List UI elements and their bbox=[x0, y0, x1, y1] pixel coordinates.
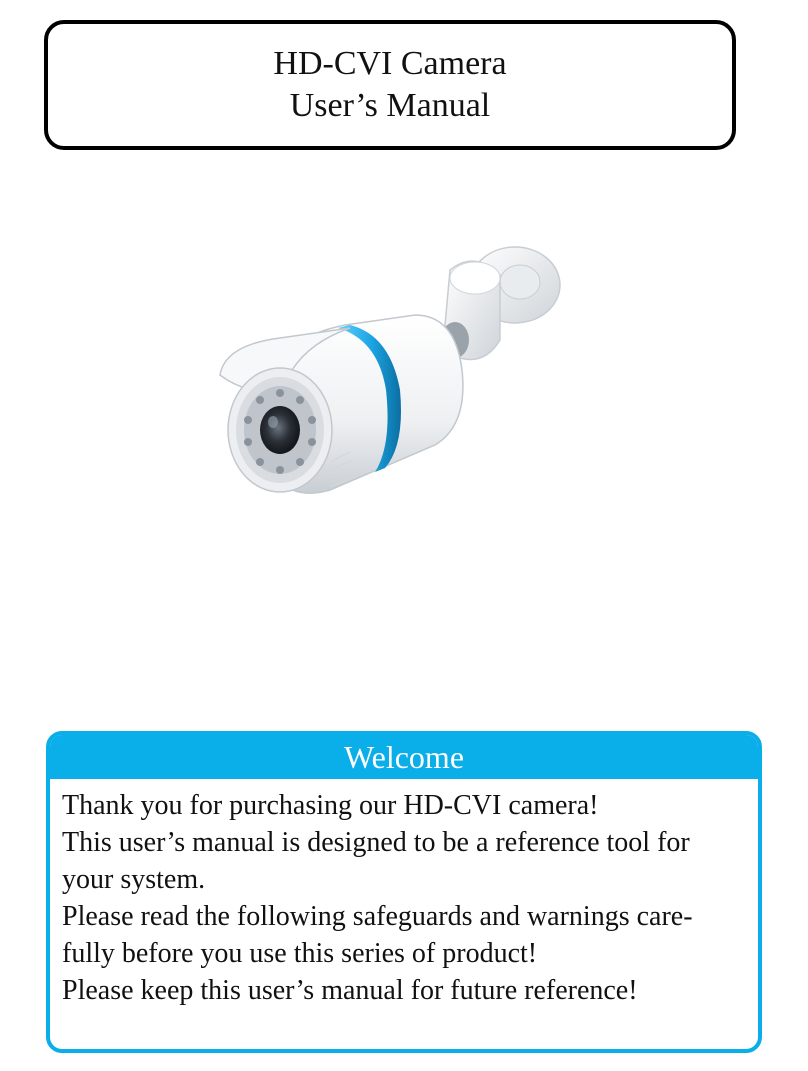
welcome-heading: Welcome bbox=[50, 735, 758, 779]
welcome-box bbox=[46, 731, 762, 1053]
bullet-camera-illustration bbox=[200, 230, 580, 520]
title-box bbox=[44, 20, 736, 150]
welcome-line: your system. bbox=[62, 864, 206, 895]
welcome-line: Please keep this user’s manual for future reference! bbox=[62, 975, 638, 1006]
welcome-body bbox=[50, 779, 758, 1009]
welcome-line: Please read the following safeguards and warnings care- bbox=[62, 901, 693, 932]
title-line-2: User’s Manual bbox=[289, 87, 491, 124]
welcome-line: Thank you for purchasing our HD-CVI camera! bbox=[62, 790, 599, 821]
lens bbox=[260, 406, 300, 454]
title-line-1: HD-CVI Camera bbox=[273, 45, 507, 82]
welcome-line: fully before you use this series of product! bbox=[62, 938, 538, 969]
camera-image bbox=[200, 230, 580, 520]
welcome-line: This user’s manual is designed to be a reference tool for bbox=[62, 827, 690, 858]
